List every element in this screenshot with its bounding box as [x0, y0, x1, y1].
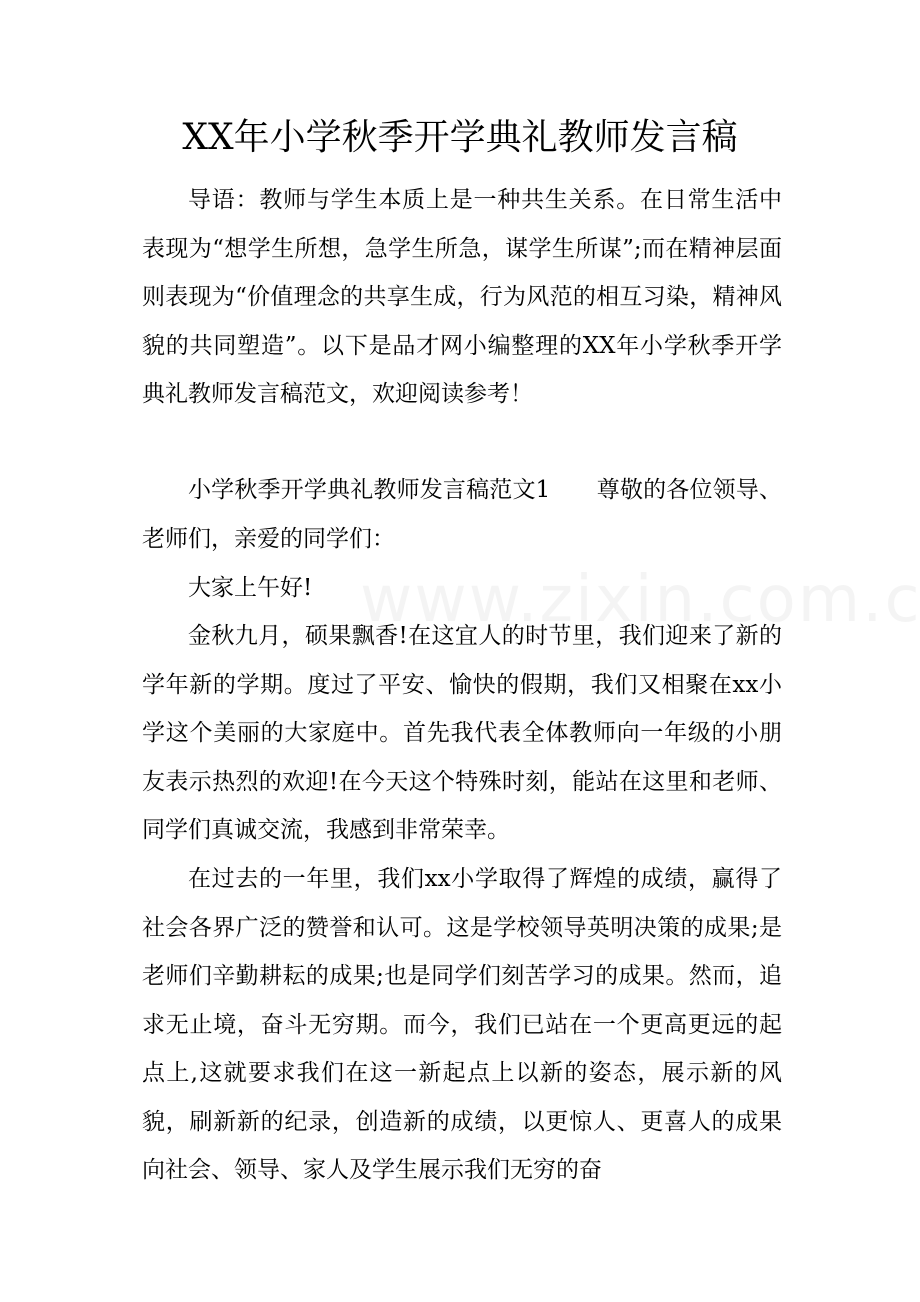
intro-paragraph: 导语：教师与学生本质上是一种共生关系。在日常生活中表现为“想学生所想，急学生所急，谋学生所谋”;而在精神层面则表现为“价值理念的共享生成，行为风范的相互习染，精神风貌的共同塑造”。以下是品才网小编整理的XX年小学秋季开学典礼教师发言稿范文，欢迎阅读参考！ [142, 187, 782, 407]
body-paragraph: 金秋九月，硕果飘香!在这宜人的时节里，我们迎来了新的学年新的学期。度过了平安、愉快的假期，我们又相聚在xx小学这个美丽的大家庭中。首先我代表全体教师向一年级的小朋友表示热烈的欢迎!在今天这个特殊时刻，能站在这里和老师、同学们真诚交流，我感到非常荣幸。 [142, 623, 782, 843]
body-paragraph: 在过去的一年里，我们xx小学取得了辉煌的成绩，赢得了社会各界广泛的赞誉和认可。这是学校领导英明决策的成果;是老师们辛勤耕耘的成果;也是同学们刻苦学习的成果。然而，追求无止境，奋斗无穷期。而今，我们已站在一个更高更远的起点上,这就要求我们在这一新起点上以新的姿态，展示新的风貌，刷新新的纪录，创造新的成绩，以更惊人、更喜人的成果向社会、领导、家人及学生展示我们无穷的奋 [142, 866, 782, 1183]
greeting-paragraph: 大家上午好! [188, 575, 313, 601]
document-title: XX年小学秋季开学典礼教师发言稿 [182, 117, 738, 158]
salutation-paragraph: 小学秋季开学典礼教师发言稿范文1 尊敬的各位领导、老师们，亲爱的同学们： [142, 477, 782, 552]
